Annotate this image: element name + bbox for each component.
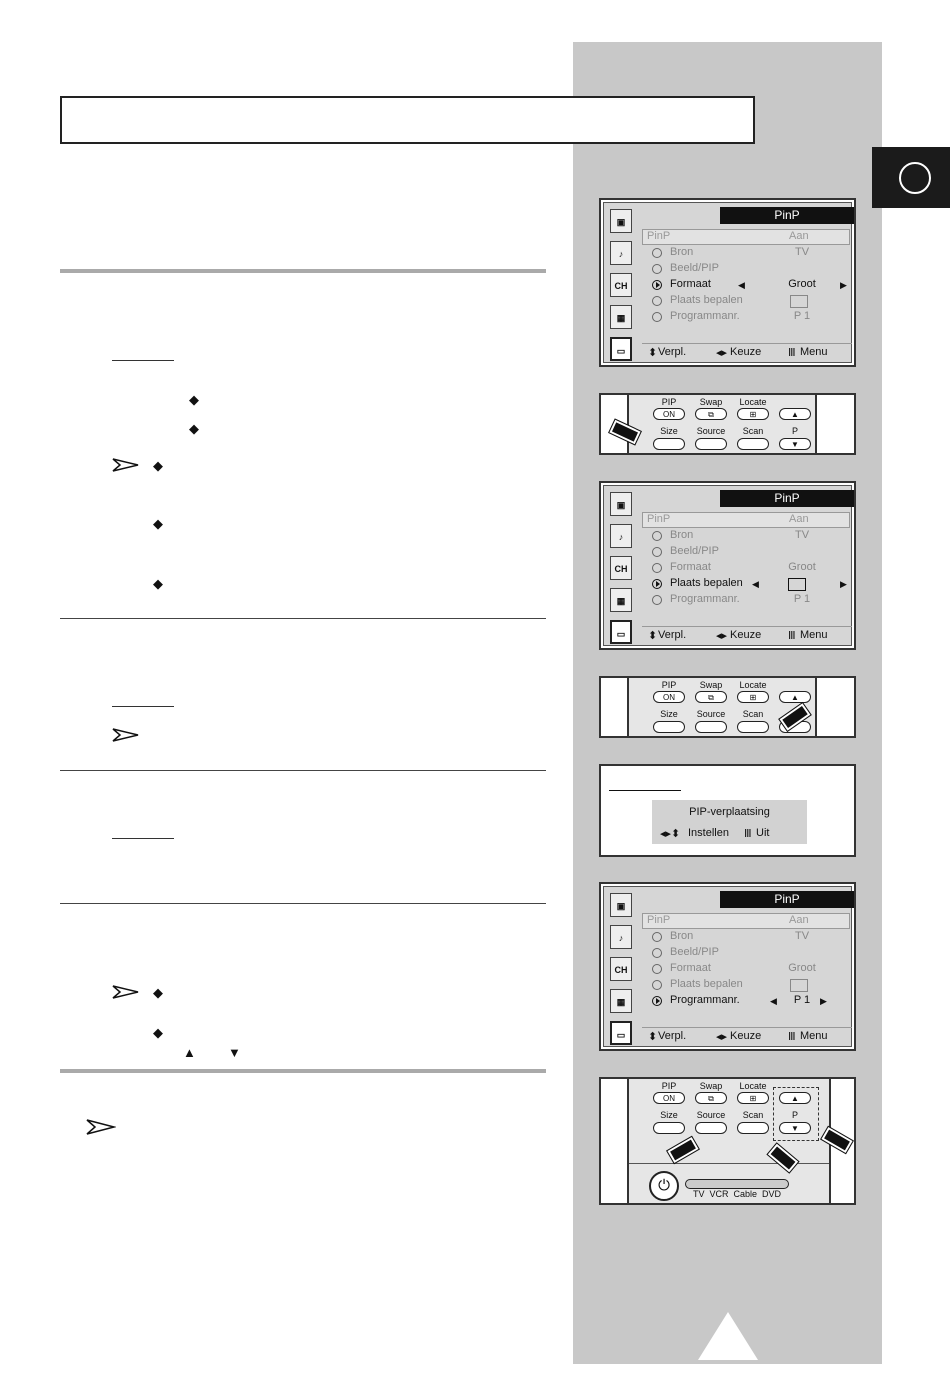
p-up-button[interactable]: ▲ [779,691,811,703]
osd-footer: ⬍ Verpl. ◂▸ Keuze Ⅲ Menu [642,626,852,642]
locate-button[interactable]: ⊞ [737,1092,769,1104]
arrows-icon: ◂▸⬍ [660,828,681,840]
osd-title: PinP [720,490,854,507]
menu-icon-column [608,891,636,1053]
note-arrow-icon [112,457,140,473]
pip-icon: ▭ [610,1021,632,1045]
page-triangle-icon [698,1312,758,1360]
setup-icon: ▦ [610,588,632,612]
osd-row: Formaat Groot [642,561,852,577]
diamond-icon: ◆ [189,392,199,407]
osd-row: Beeld/PIP [642,545,852,561]
osd-row: Beeld/PIP [642,262,852,278]
osd-header-value: Aan [789,230,809,242]
pip-position-icon [790,295,808,308]
underline [112,360,174,361]
diamond-icon: ◆ [153,516,163,531]
picture-icon: ▣ [610,492,632,516]
leftright-icon: ◂▸ [716,347,728,359]
menu-icon-column [608,207,636,369]
osd-screen-formaat [599,198,856,367]
pip-on-button[interactable]: ON [653,691,685,703]
section-divider [60,269,546,273]
swap-button[interactable]: ⧉ [695,408,727,420]
osd-footer: ⬍ Verpl. ◂▸ Keuze Ⅲ Menu [642,343,852,359]
osd-row: Programmanr. P 1 [642,593,852,609]
locate-button[interactable]: ⊞ [737,691,769,703]
sound-icon: ♪ [610,925,632,949]
popup-title: PIP-verplaatsing [689,806,770,818]
diamond-icon: ◆ [153,458,163,473]
leftright-icon: ◂▸ [716,1031,728,1043]
size-button[interactable] [653,438,685,450]
osd-footer: ⬍ Verpl. ◂▸ Keuze Ⅲ Menu [642,1027,852,1043]
source-button[interactable] [695,721,727,733]
section-divider [60,618,546,619]
sound-icon: ♪ [610,524,632,548]
setup-icon: ▦ [610,989,632,1013]
osd-row: Bron TV [642,246,852,262]
osd-row: Formaat Groot [642,962,852,978]
p-up-button[interactable]: ▲ [779,1092,811,1104]
swap-button[interactable]: ⧉ [695,1092,727,1104]
remote-body: PIP ON Swap ⧉ Locate ⊞ ▲ Size Source Scan [627,678,817,736]
osd-row: Beeld/PIP [642,946,852,962]
sound-icon: ♪ [610,241,632,265]
osd-header-row [642,512,850,528]
leftright-icon: ◂▸ [716,630,728,642]
size-button[interactable] [653,721,685,733]
scan-button[interactable] [737,1122,769,1134]
mode-slider[interactable] [685,1179,789,1189]
remote-body: PIP ON Swap ⧉ Locate ⊞ ▲ Size Source Scan P ▼ ⏻ TV VCR Cable DVD [627,1079,831,1203]
osd-row: Bron TV [642,529,852,545]
osd-row: Programmanr. P 1 [642,310,852,326]
osd-header-label: PinP [647,914,671,926]
channel-icon: CH [610,273,632,297]
osd-row: Bron TV [642,930,852,946]
picture-icon: ▣ [610,209,632,233]
menu-icon: Ⅲ [788,630,796,642]
osd-screen-plaats [599,481,856,650]
osd-row: Plaats bepalen [642,978,852,994]
updown-icon: ⬍ [648,630,658,642]
p-up-button[interactable]: ▲ [779,408,811,420]
picture-icon: ▣ [610,893,632,917]
osd-panel [603,485,852,646]
menu-icon: Ⅲ [744,828,752,840]
source-button[interactable] [695,1122,727,1134]
popup-panel [652,800,807,844]
remote-body: PIP ON Swap ⧉ Locate ⊞ ▲ Size Source Scan P ▼ [627,395,817,453]
setup-icon: ▦ [610,305,632,329]
circle-icon [899,162,931,194]
source-button[interactable] [695,438,727,450]
divider [629,1163,829,1164]
osd-row-selected: Formaat ◀ Groot ▶ [642,278,852,294]
osd-header-value: Aan [789,914,809,926]
diamond-icon: ◆ [153,1025,163,1040]
osd-header-value: Aan [789,513,809,525]
pip-position-icon [788,578,806,591]
diamond-icon: ◆ [153,985,163,1000]
pip-on-button[interactable]: ON [653,1092,685,1104]
swap-button[interactable]: ⧉ [695,691,727,703]
scan-button[interactable] [737,721,769,733]
menu-icon: Ⅲ [788,1031,796,1043]
osd-header-label: PinP [647,230,671,242]
remote-excerpt-scan [599,1077,856,1205]
menu-icon-column [608,490,636,652]
locate-button[interactable]: ⊞ [737,408,769,420]
menu-icon: Ⅲ [788,347,796,359]
underline [112,838,174,839]
pip-position-icon [790,979,808,992]
channel-icon: CH [610,556,632,580]
osd-header-row [642,913,850,929]
diamond-icon: ◆ [189,421,199,436]
updown-icon: ⬍ [648,1031,658,1043]
underline [609,790,681,791]
note-arrow-icon [86,1118,116,1136]
page-title-box [60,96,755,144]
pip-on-button[interactable]: ON [653,408,685,420]
osd-row-selected: Plaats bepalen ◀ ▶ [642,577,852,593]
remote-excerpt-locate [599,676,856,738]
osd-row-selected: Programmanr. ◀ P 1 ▶ [642,994,852,1010]
osd-panel [603,202,852,363]
osd-screen-programmanr [599,882,856,1051]
note-arrow-icon [112,727,140,743]
pip-icon: ▭ [610,337,632,361]
note-arrow-icon [112,984,140,1000]
p-down-button[interactable]: ▼ [779,438,811,450]
pip-icon: ▭ [610,620,632,644]
osd-pip-move-popup [599,764,856,857]
size-button[interactable] [653,1122,685,1134]
osd-panel [603,886,852,1047]
diamond-icon: ◆ [153,576,163,591]
osd-title: PinP [720,891,854,908]
down-arrow-glyph: ▼ [228,1045,241,1060]
remote-excerpt-size [599,393,856,455]
scan-button[interactable] [737,438,769,450]
p-down-button[interactable]: ▼ [779,1122,811,1134]
mode-labels: TV VCR Cable DVD [693,1189,782,1199]
up-arrow-glyph: ▲ [183,1045,196,1060]
underline [112,706,174,707]
updown-icon: ⬍ [648,347,658,359]
osd-row: Plaats bepalen [642,294,852,310]
osd-header-label: PinP [647,513,671,525]
section-divider [60,903,546,904]
osd-header-row [642,229,850,245]
section-divider [60,1069,546,1073]
popup-exit-label: Uit [756,827,770,839]
channel-icon: CH [610,957,632,981]
popup-set-label: Instellen [688,827,729,839]
power-icon[interactable]: ⏻ [649,1171,679,1201]
osd-title: PinP [720,207,854,224]
section-divider [60,770,546,771]
